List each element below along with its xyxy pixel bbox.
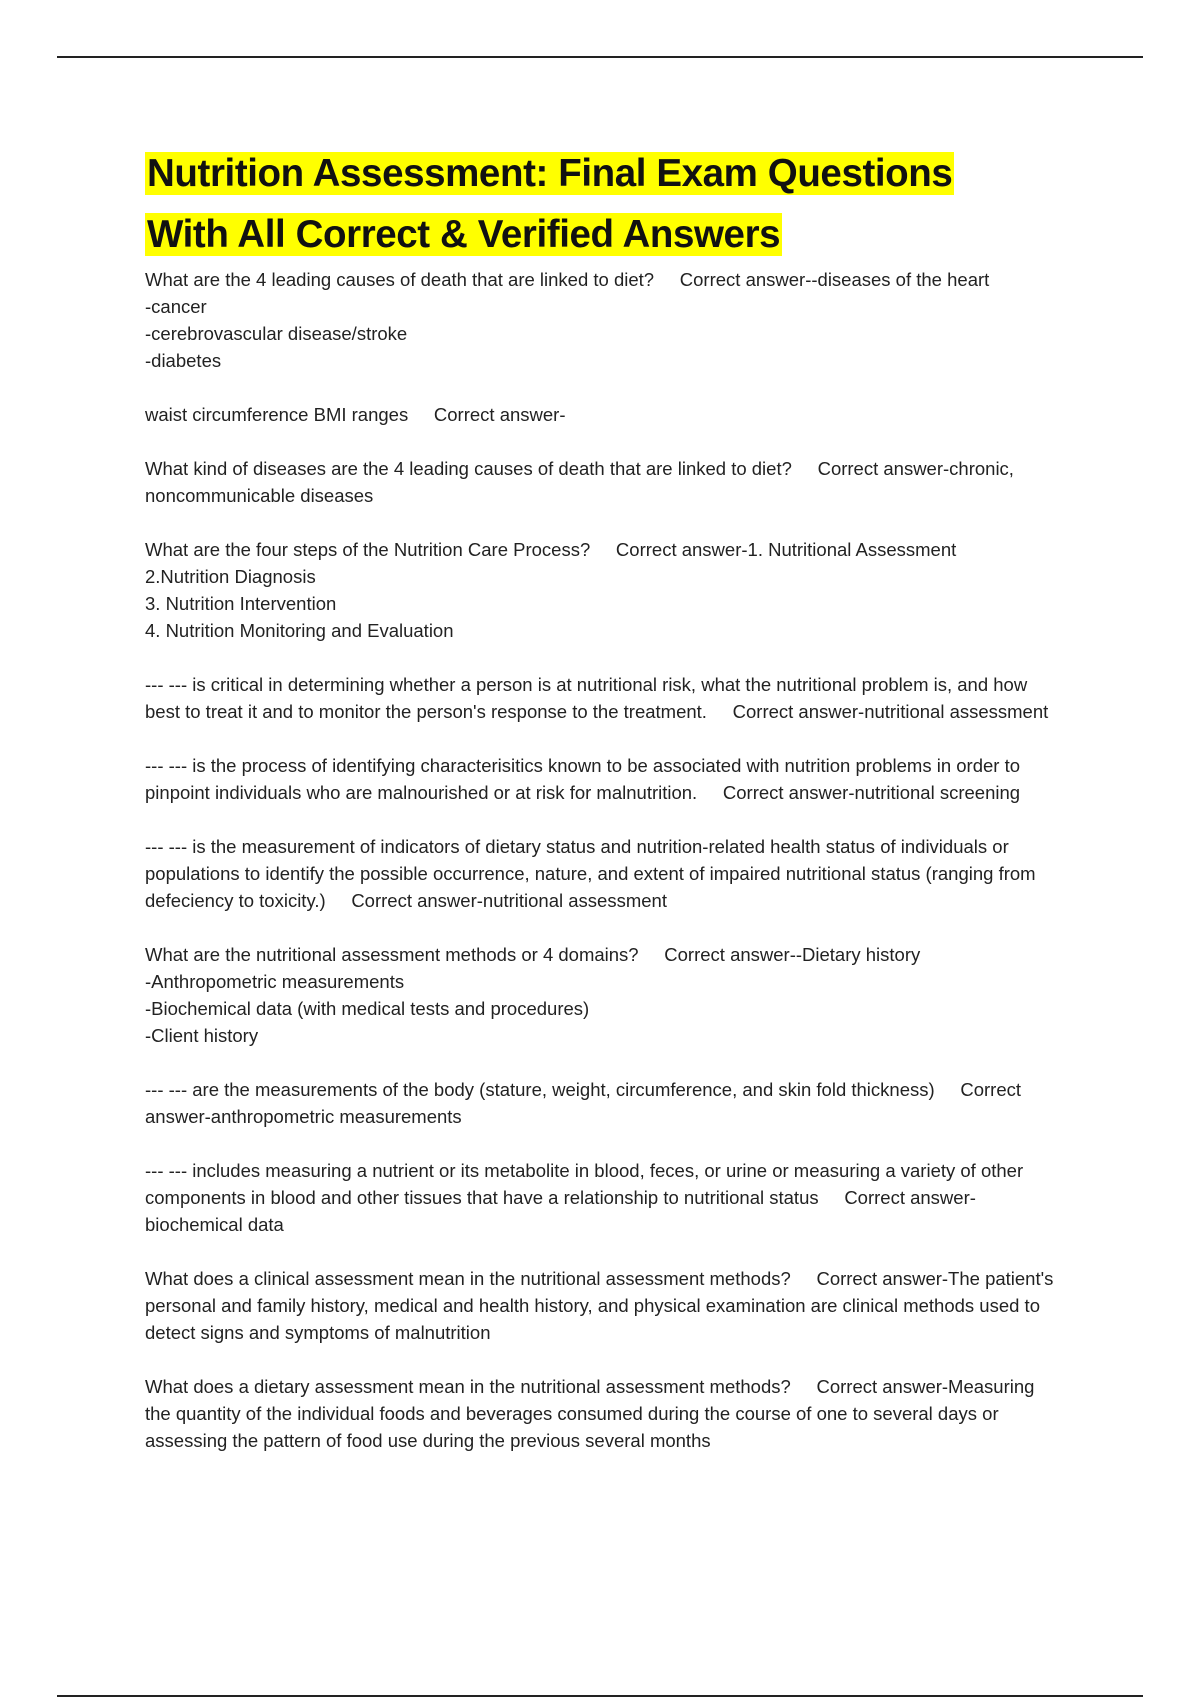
qa-item: What kind of diseases are the 4 leading causes of death that are linked to diet? Correct answer-chronic, noncommunicable diseases: [145, 458, 1020, 506]
document-body: [145, 143, 1065, 1481]
qa-item: --- --- is critical in determining whether a person is at nutritional risk, what the nutritional problem is, and how best to treat it and to monitor the person's response to the treatment. Correct answer-nutritional assessment: [145, 674, 1049, 722]
title-line-2: With All Correct & Verified Answers: [147, 213, 781, 256]
document-title: [145, 143, 1065, 265]
qa-item: What are the nutritional assessment methods or 4 domains? Correct answer--Dietary history -Anthropometric measurements -Biochemical data (with medical tests and procedures) -Client history: [145, 944, 921, 1046]
qa-item: What does a clinical assessment mean in the nutritional assessment methods? Correct answer-The patient's personal and family history, medical and health history, and physical examination are clinical methods used to detect signs and symptoms of malnutrition: [145, 1268, 1059, 1343]
qa-item: What are the 4 leading causes of death that are linked to diet? Correct answer--diseases of the heart -cancer -cerebrovascular disease/stroke -diabetes: [145, 269, 990, 371]
title-line-1: Nutrition Assessment: Final Exam Questions: [147, 152, 953, 195]
qa-item: waist circumference BMI ranges Correct answer-: [145, 404, 566, 425]
header-rule: [57, 56, 1143, 58]
qa-item: What are the four steps of the Nutrition Care Process? Correct answer-1. Nutritional Assessment 2.Nutrition Diagnosis 3. Nutrition Intervention 4. Nutrition Monitoring and Evaluation: [145, 539, 957, 641]
qa-item: --- --- is the process of identifying characterisitics known to be associated with nutrition problems in order to pinpoint individuals who are malnourished or at risk for malnutrition. Correct answer-nutritional screening: [145, 755, 1026, 803]
qa-item: --- --- are the measurements of the body (stature, weight, circumference, and skin fold thickness) Correct answer-anthropometric measurements: [145, 1079, 1027, 1127]
qa-item: --- --- is the measurement of indicators of dietary status and nutrition-related health status of individuals or populations to identify the possible occurrence, nature, and extent of impaired nutritional status (ranging from defeciency to toxicity.) Correct answer-nutritional assessment: [145, 836, 1041, 911]
qa-item: What does a dietary assessment mean in the nutritional assessment methods? Correct answer-Measuring the quantity of the individual foods and beverages consumed during the course of one to several days or assessing the pattern of food use during the previous several months: [145, 1376, 1040, 1451]
qa-item: --- --- includes measuring a nutrient or its metabolite in blood, feces, or urine or measuring a variety of other components in blood and other tissues that have a relationship to nutritional status Correct answer-biochemical data: [145, 1160, 1029, 1235]
footer-rule: [57, 1695, 1143, 1697]
